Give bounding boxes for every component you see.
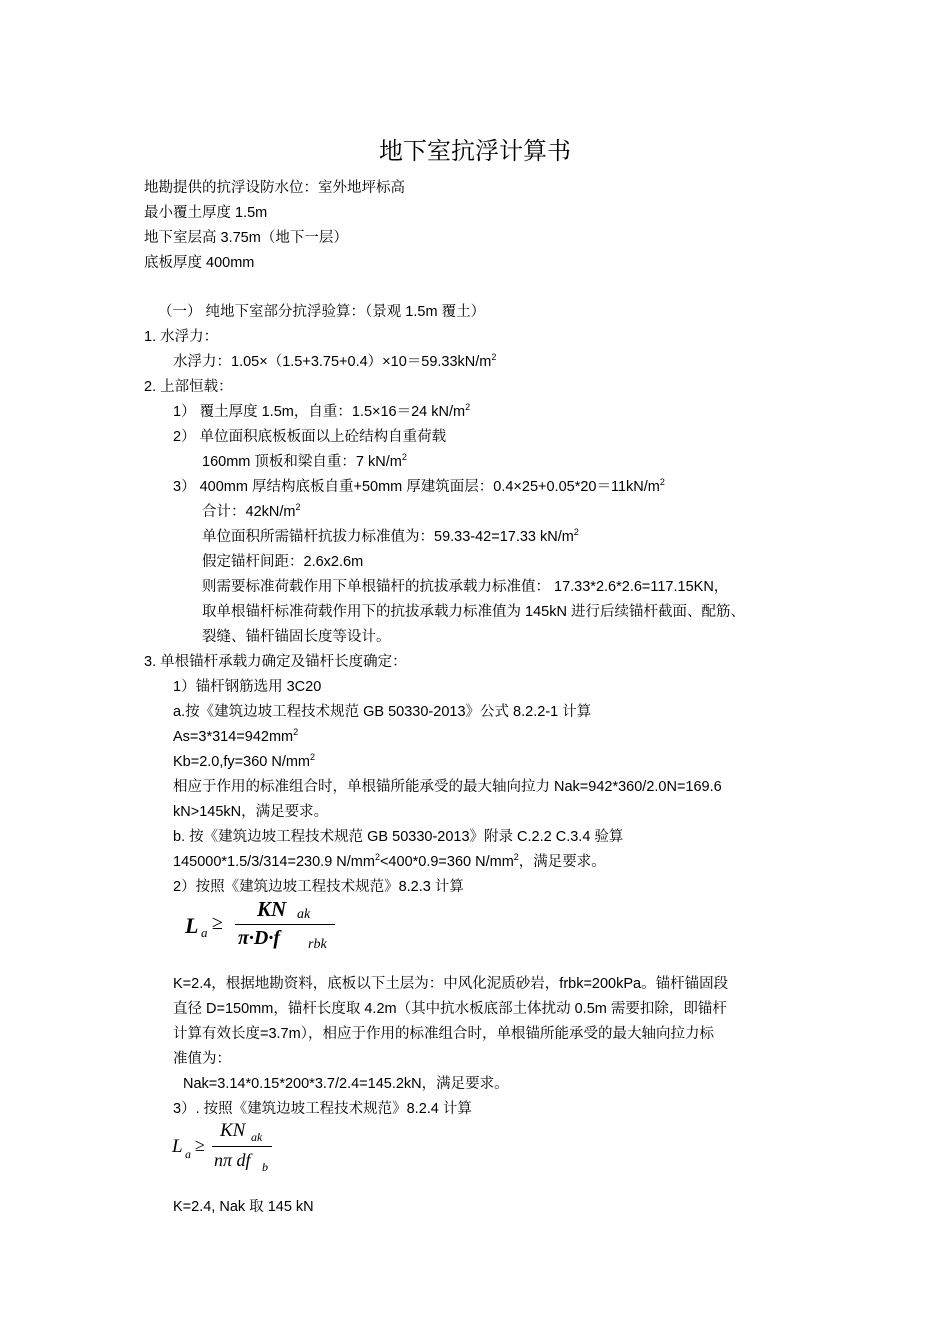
paragraph-line: 准值为： xyxy=(173,1051,231,1067)
clause-824-line: 3）. 按照《建筑边坡工程技术规范》8.2.4 计算 xyxy=(173,1101,472,1117)
stress-check-line: 145000*1.5/3/314=230.9 $N/mm^2<400*0.9=360$ $N/mm^2$，满足要求。 xyxy=(173,852,606,870)
final-line: K=2.4, Nak 取 145 kN xyxy=(173,1199,314,1215)
paragraph-line: 直径 D=150mm，锚杆长度取 4.2m（其中抗水板底部土体扰动 0.5m 需要扣除，即锚杆 xyxy=(173,1001,727,1017)
requirement-line: 则需要标准荷载作用下单根锚杆的抗拔承载力标准值： 17.33*2.6*2.6=117.15KN， xyxy=(202,579,729,595)
roof-slab-line: 160mm 顶板和梁自重：7 $kN/m^2$ xyxy=(202,452,407,470)
clause-b-line: b. 按《建筑边坡工程技术规范 GB 50330-2013》附录 C.2.2 C.3.4 验算 xyxy=(173,829,624,845)
kb-line: Kb=2.0,fy=360 $N/mm^2$ xyxy=(173,752,316,770)
paragraph-line: 计算有效长度=3.7m），相应于作用的标准组合时，单根锚所能承受的最大轴向拉力标 xyxy=(173,1026,714,1042)
soil-cover-line: 1） 覆土厚度 1.5m，自重：1.5×16＝24 $kN/m^2$ xyxy=(173,402,471,420)
nak-line: kN>145kN，满足要求。 xyxy=(173,804,329,820)
intro-line: 地勘提供的抗浮设防水位：室外地坪标高 xyxy=(144,180,405,196)
nak-line: 相应于作用的标准组合时，单根锚所能承受的最大轴向拉力 Nak=942*360/2.0N=169.6 xyxy=(173,779,722,795)
rebar-line: 1）锚杆钢筋选用 3C20 xyxy=(173,679,322,695)
item1-heading: 1. 水浮力： xyxy=(144,329,219,345)
concrete-load-line: 2） 单位面积底板板面以上砼结构自重荷载 xyxy=(173,429,447,445)
requirement-line: 取单根锚杆标准荷载作用下的抗拔承载力标准值为 145kN 进行后续锚杆截面、配筋、 xyxy=(202,604,745,620)
intro-line: 地下室层高 3.75m（地下一层） xyxy=(144,230,348,246)
item2-heading: 2. 上部恒载： xyxy=(144,379,233,395)
requirement-line: 裂缝、锚杆锚固长度等设计。 xyxy=(202,629,391,645)
buoyancy-line: 水浮力：$1.05\times(1.5+3.75+0.4)\times 10=59.33kN/m^2$ xyxy=(173,352,497,370)
base-slab-line: 3） 400mm 厚结构底板自重+50mm 厚建筑面层：$0.4\times 25+0.05*20=11kN/m^2$ xyxy=(173,477,665,495)
section-heading: （一） 纯地下室部分抗浮验算：（景观 1.5m 覆土） xyxy=(158,304,486,320)
clause-a-line: a.按《建筑边坡工程技术规范 GB 50330-2013》公式 8.2.2-1 计算 xyxy=(173,704,592,720)
nak-result-line: Nak=3.14*0.15*200*3.7/2.4=145.2kN，满足要求。 xyxy=(183,1076,509,1092)
as-line: $As=3*314=942mm^2$ xyxy=(173,727,299,745)
uplift-line: 单位面积所需锚杆抗拔力标准值为：59.33-42=17.33 $kN/m^2$ xyxy=(202,527,579,545)
item3-heading: 3. 单根锚杆承载力确定及锚杆长度确定： xyxy=(144,654,407,670)
intro-line: 最小覆土厚度 1.5m xyxy=(144,205,268,221)
page-title: 地下室抗浮计算书 xyxy=(379,138,571,165)
paragraph-line: K=2.4，根据地勘资料，底板以下土层为：中风化泥质砂岩，frbk=200kPa。锚杆锚固段 xyxy=(173,976,729,992)
intro-line: 底板厚度 400mm xyxy=(144,255,255,271)
clause-823-line: 2）按照《建筑边坡工程技术规范》8.2.3 计算 xyxy=(173,879,464,895)
formula-anchorage-length-2: L a ≥ KN ak nπ df b xyxy=(172,1118,282,1176)
formula-anchorage-length-1: L a ≥ KN ak π·D·f rbk xyxy=(185,895,345,957)
total-line: 合计：$42kN/m^2$ xyxy=(202,502,301,520)
spacing-line: 假定锚杆间距：2.6x2.6m xyxy=(202,554,364,570)
